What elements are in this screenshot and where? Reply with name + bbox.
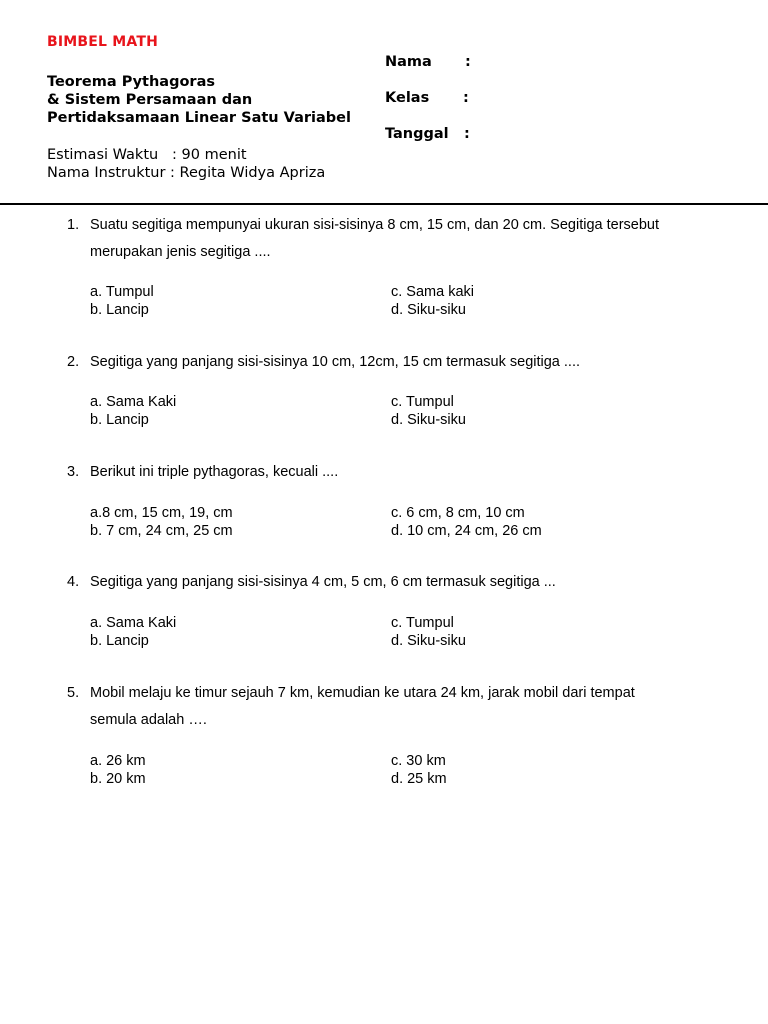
question-2-option-a: a. Sama Kaki xyxy=(90,394,177,410)
brand-title: BIMBEL MATH xyxy=(47,34,158,50)
question-1-text: Suatu segitiga mempunyai ukuran sisi-sisinya 8 cm, 15 cm, dan 20 cm. Segitiga tersebut merupakan jenis segitiga .... xyxy=(90,217,659,260)
question-4-option-b: b. Lancip xyxy=(90,633,149,649)
question-4-option-c: c. Tumpul xyxy=(391,615,454,631)
question-5-text: Mobil melaju ke timur sejauh 7 km, kemudian ke utara 24 km, jarak mobil dari tempat semula adalah …. xyxy=(90,685,635,728)
question-5-option-d: d. 25 km xyxy=(391,771,447,787)
field-nama-colon: : xyxy=(465,54,471,70)
question-2-option-b: b. Lancip xyxy=(90,412,149,428)
question-1-option-c: c. Sama kaki xyxy=(391,284,474,300)
worksheet-title xyxy=(47,73,351,127)
question-2-text: Segitiga yang panjang sisi-sisinya 10 cm, 12cm, 15 cm termasuk segitiga .... xyxy=(90,354,581,370)
question-4-option-a: a. Sama Kaki xyxy=(90,615,177,631)
question-2-option-c: c. Tumpul xyxy=(391,394,454,410)
field-nama-label: Nama xyxy=(385,54,432,70)
question-4-number: 4. xyxy=(67,574,80,590)
question-5-option-c: c. 30 km xyxy=(391,753,446,769)
question-3-number: 3. xyxy=(67,464,80,480)
question-1-option-b: b. Lancip xyxy=(90,302,149,318)
question-2-option-d: d. Siku-siku xyxy=(391,412,466,428)
field-tanggal-label: Tanggal xyxy=(385,126,449,142)
question-1-option-d: d. Siku-siku xyxy=(391,302,466,318)
question-4-option-d: d. Siku-siku xyxy=(391,633,466,649)
title-line-2: & Sistem Persamaan dan xyxy=(47,92,253,108)
instructor-name: Nama Instruktur : Regita Widya Apriza xyxy=(47,165,326,181)
field-kelas-label: Kelas xyxy=(385,90,430,106)
question-1-option-a: a. Tumpul xyxy=(90,284,154,300)
worksheet-meta xyxy=(47,146,325,182)
question-2-number: 2. xyxy=(67,354,80,370)
question-5-number: 5. xyxy=(67,685,80,701)
question-4-text: Segitiga yang panjang sisi-sisinya 4 cm, 5 cm, 6 cm termasuk segitiga ... xyxy=(90,574,556,590)
field-kelas-colon: : xyxy=(463,90,469,106)
question-3-option-c: c. 6 cm, 8 cm, 10 cm xyxy=(391,505,525,521)
title-line-1: Teorema Pythagoras xyxy=(47,74,215,90)
header-divider xyxy=(0,203,768,205)
question-3-option-b: b. 7 cm, 24 cm, 25 cm xyxy=(90,523,233,539)
question-1-number: 1. xyxy=(67,217,80,233)
question-3-option-d: d. 10 cm, 24 cm, 26 cm xyxy=(391,523,542,539)
field-tanggal-colon: : xyxy=(464,126,470,142)
title-line-3: Pertidaksamaan Linear Satu Variabel xyxy=(47,110,351,126)
question-5-option-b: b. 20 km xyxy=(90,771,146,787)
estimated-time: Estimasi Waktu : 90 menit xyxy=(47,147,247,163)
question-3-text: Berikut ini triple pythagoras, kecuali .... xyxy=(90,464,339,480)
question-5-option-a: a. 26 km xyxy=(90,753,146,769)
question-3-option-a: a.8 cm, 15 cm, 19, cm xyxy=(90,505,233,521)
